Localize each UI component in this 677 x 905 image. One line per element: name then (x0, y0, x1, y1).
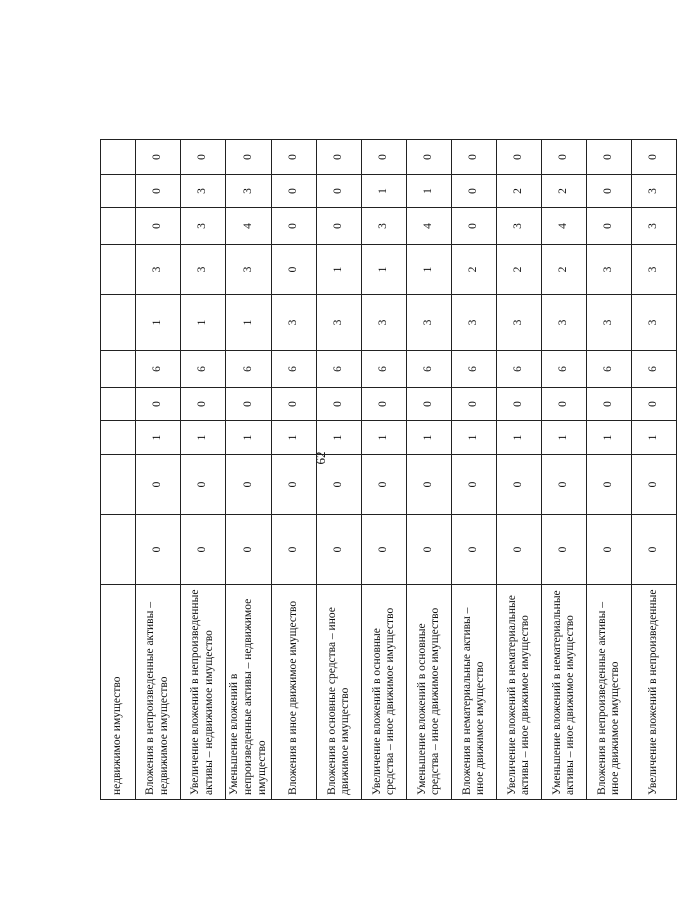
code-cell: 2 (542, 245, 587, 295)
code-cell: 3 (407, 295, 452, 351)
code-cell: 0 (226, 140, 272, 175)
empty-cell (101, 208, 136, 245)
code-cell: 0 (497, 140, 542, 175)
code-cell: 1 (407, 421, 452, 455)
code-cell: 0 (272, 388, 317, 421)
code-cell: 1 (181, 295, 226, 351)
code-cell: 3 (136, 245, 181, 295)
code-cell: 0 (452, 455, 497, 515)
code-cell: 0 (272, 245, 317, 295)
code-cell: 1 (407, 245, 452, 295)
page-number: 62 (313, 451, 328, 465)
code-cell: 0 (452, 515, 497, 585)
code-cell: 0 (272, 140, 317, 175)
code-cell: 0 (587, 388, 632, 421)
code-cell: 6 (497, 351, 542, 388)
row-name: Вложения в основные средства – иное движимое имущество (317, 585, 362, 800)
row-name: Уменьшение вложений в непроизведенные активы – недвижимое имущество (226, 585, 272, 800)
code-cell: 0 (181, 140, 226, 175)
table-row (181, 140, 226, 800)
code-cell: 0 (497, 455, 542, 515)
code-cell: 0 (497, 515, 542, 585)
row-name: Увеличение вложений в нематериальные активы – иное движимое имущество (497, 585, 542, 800)
code-cell: 6 (362, 351, 407, 388)
row-name: Вложения в непроизведенные активы – недвижимое имущество (136, 585, 181, 800)
code-cell: 0 (136, 140, 181, 175)
code-cell: 1 (542, 421, 587, 455)
code-cell: 0 (136, 388, 181, 421)
table-row (226, 140, 272, 800)
account-codes-table (100, 139, 677, 800)
code-cell: 0 (362, 140, 407, 175)
code-cell: 0 (136, 175, 181, 208)
table-row (542, 140, 587, 800)
code-cell: 2 (497, 175, 542, 208)
row-name: Вложения в нематериальные активы – иное движимое имущество (452, 585, 497, 800)
code-cell: 0 (181, 515, 226, 585)
code-cell: 3 (632, 175, 677, 208)
code-cell: 0 (317, 515, 362, 585)
code-cell: 0 (407, 455, 452, 515)
row-name: недвижимое имущество (101, 585, 136, 800)
code-cell: 3 (181, 208, 226, 245)
code-cell: 4 (542, 208, 587, 245)
empty-cell (101, 245, 136, 295)
code-cell: 0 (317, 175, 362, 208)
code-cell: 3 (226, 175, 272, 208)
code-cell: 0 (632, 515, 677, 585)
code-cell: 4 (407, 208, 452, 245)
code-cell: 0 (272, 208, 317, 245)
code-cell: 1 (407, 175, 452, 208)
code-cell: 1 (181, 421, 226, 455)
code-cell: 6 (407, 351, 452, 388)
code-cell: 3 (362, 208, 407, 245)
code-cell: 0 (632, 455, 677, 515)
code-cell: 3 (632, 208, 677, 245)
code-cell: 2 (542, 175, 587, 208)
code-cell: 0 (587, 208, 632, 245)
code-cell: 2 (497, 245, 542, 295)
table-body (101, 140, 677, 800)
code-cell: 0 (407, 140, 452, 175)
code-cell: 3 (181, 245, 226, 295)
code-cell: 6 (542, 351, 587, 388)
code-cell: 0 (497, 388, 542, 421)
code-cell: 0 (587, 515, 632, 585)
code-cell: 1 (317, 245, 362, 295)
code-cell: 3 (272, 295, 317, 351)
code-cell: 6 (226, 351, 272, 388)
code-cell: 0 (272, 455, 317, 515)
code-cell: 6 (587, 351, 632, 388)
table-row (362, 140, 407, 800)
code-cell: 1 (136, 295, 181, 351)
code-cell: 0 (542, 515, 587, 585)
code-cell: 0 (542, 455, 587, 515)
code-cell: 0 (181, 455, 226, 515)
empty-cell (101, 421, 136, 455)
table-row (407, 140, 452, 800)
code-cell: 0 (542, 388, 587, 421)
empty-cell (101, 351, 136, 388)
code-cell: 0 (587, 175, 632, 208)
code-cell: 0 (542, 140, 587, 175)
row-name: Увеличение вложений в непроизведенные активы – недвижимое имущество (181, 585, 226, 800)
code-cell: 1 (226, 421, 272, 455)
code-cell: 0 (272, 175, 317, 208)
row-name: Уменьшение вложений в основные средства – иное движимое имущество (407, 585, 452, 800)
code-cell: 0 (317, 140, 362, 175)
row-name: Увеличение вложений в непроизведенные (632, 585, 677, 800)
code-cell: 6 (632, 351, 677, 388)
code-cell: 3 (587, 245, 632, 295)
empty-cell (101, 388, 136, 421)
code-cell: 1 (452, 421, 497, 455)
code-cell: 0 (407, 515, 452, 585)
row-name: Уменьшение вложений в нематериальные активы – иное движимое имущество (542, 585, 587, 800)
code-cell: 3 (497, 208, 542, 245)
code-cell: 0 (317, 455, 362, 515)
code-cell: 0 (452, 388, 497, 421)
table-row (317, 140, 362, 800)
code-cell: 0 (632, 140, 677, 175)
code-cell: 3 (497, 295, 542, 351)
code-cell: 0 (452, 140, 497, 175)
code-cell: 0 (587, 140, 632, 175)
row-name: Увеличение вложений в основные средства – иное движимое имущество (362, 585, 407, 800)
code-cell: 0 (452, 208, 497, 245)
code-cell: 3 (226, 245, 272, 295)
code-cell: 0 (407, 388, 452, 421)
code-cell: 3 (632, 245, 677, 295)
table-row (452, 140, 497, 800)
code-cell: 1 (587, 421, 632, 455)
code-cell: 1 (272, 421, 317, 455)
code-cell: 0 (136, 455, 181, 515)
code-cell: 0 (272, 515, 317, 585)
code-cell: 6 (181, 351, 226, 388)
code-cell: 0 (136, 515, 181, 585)
code-cell: 0 (362, 455, 407, 515)
code-cell: 3 (632, 295, 677, 351)
code-cell: 6 (136, 351, 181, 388)
code-cell: 1 (136, 421, 181, 455)
empty-cell (101, 175, 136, 208)
code-cell: 0 (181, 388, 226, 421)
table-row (272, 140, 317, 800)
table-row-partial (101, 140, 136, 800)
empty-cell (101, 515, 136, 585)
code-cell: 0 (452, 175, 497, 208)
code-cell: 3 (317, 295, 362, 351)
empty-cell (101, 295, 136, 351)
code-cell: 1 (362, 175, 407, 208)
code-cell: 2 (452, 245, 497, 295)
code-cell: 0 (136, 208, 181, 245)
code-cell: 3 (181, 175, 226, 208)
empty-cell (101, 455, 136, 515)
code-cell: 0 (362, 388, 407, 421)
table-row (587, 140, 632, 800)
code-cell: 3 (542, 295, 587, 351)
table-row (497, 140, 542, 800)
code-cell: 3 (452, 295, 497, 351)
code-cell: 1 (226, 295, 272, 351)
code-cell: 1 (632, 421, 677, 455)
code-cell: 6 (272, 351, 317, 388)
code-cell: 0 (362, 515, 407, 585)
code-cell: 1 (362, 245, 407, 295)
code-cell: 0 (226, 455, 272, 515)
code-cell: 1 (362, 421, 407, 455)
code-cell: 0 (317, 388, 362, 421)
empty-cell (101, 140, 136, 175)
code-cell: 0 (587, 455, 632, 515)
code-cell: 0 (632, 388, 677, 421)
code-cell: 6 (452, 351, 497, 388)
row-name: Вложения в непроизведенные активы – иное движимое имущество (587, 585, 632, 800)
code-cell: 1 (317, 421, 362, 455)
code-cell: 0 (317, 208, 362, 245)
rotated-table-container (100, 140, 660, 800)
row-name: Вложения в иное движимое имущество (272, 585, 317, 800)
code-cell: 6 (317, 351, 362, 388)
code-cell: 0 (226, 388, 272, 421)
table-row (136, 140, 181, 800)
code-cell: 0 (226, 515, 272, 585)
code-cell: 3 (587, 295, 632, 351)
code-cell: 3 (362, 295, 407, 351)
table-row (632, 140, 677, 800)
code-cell: 1 (497, 421, 542, 455)
code-cell: 4 (226, 208, 272, 245)
